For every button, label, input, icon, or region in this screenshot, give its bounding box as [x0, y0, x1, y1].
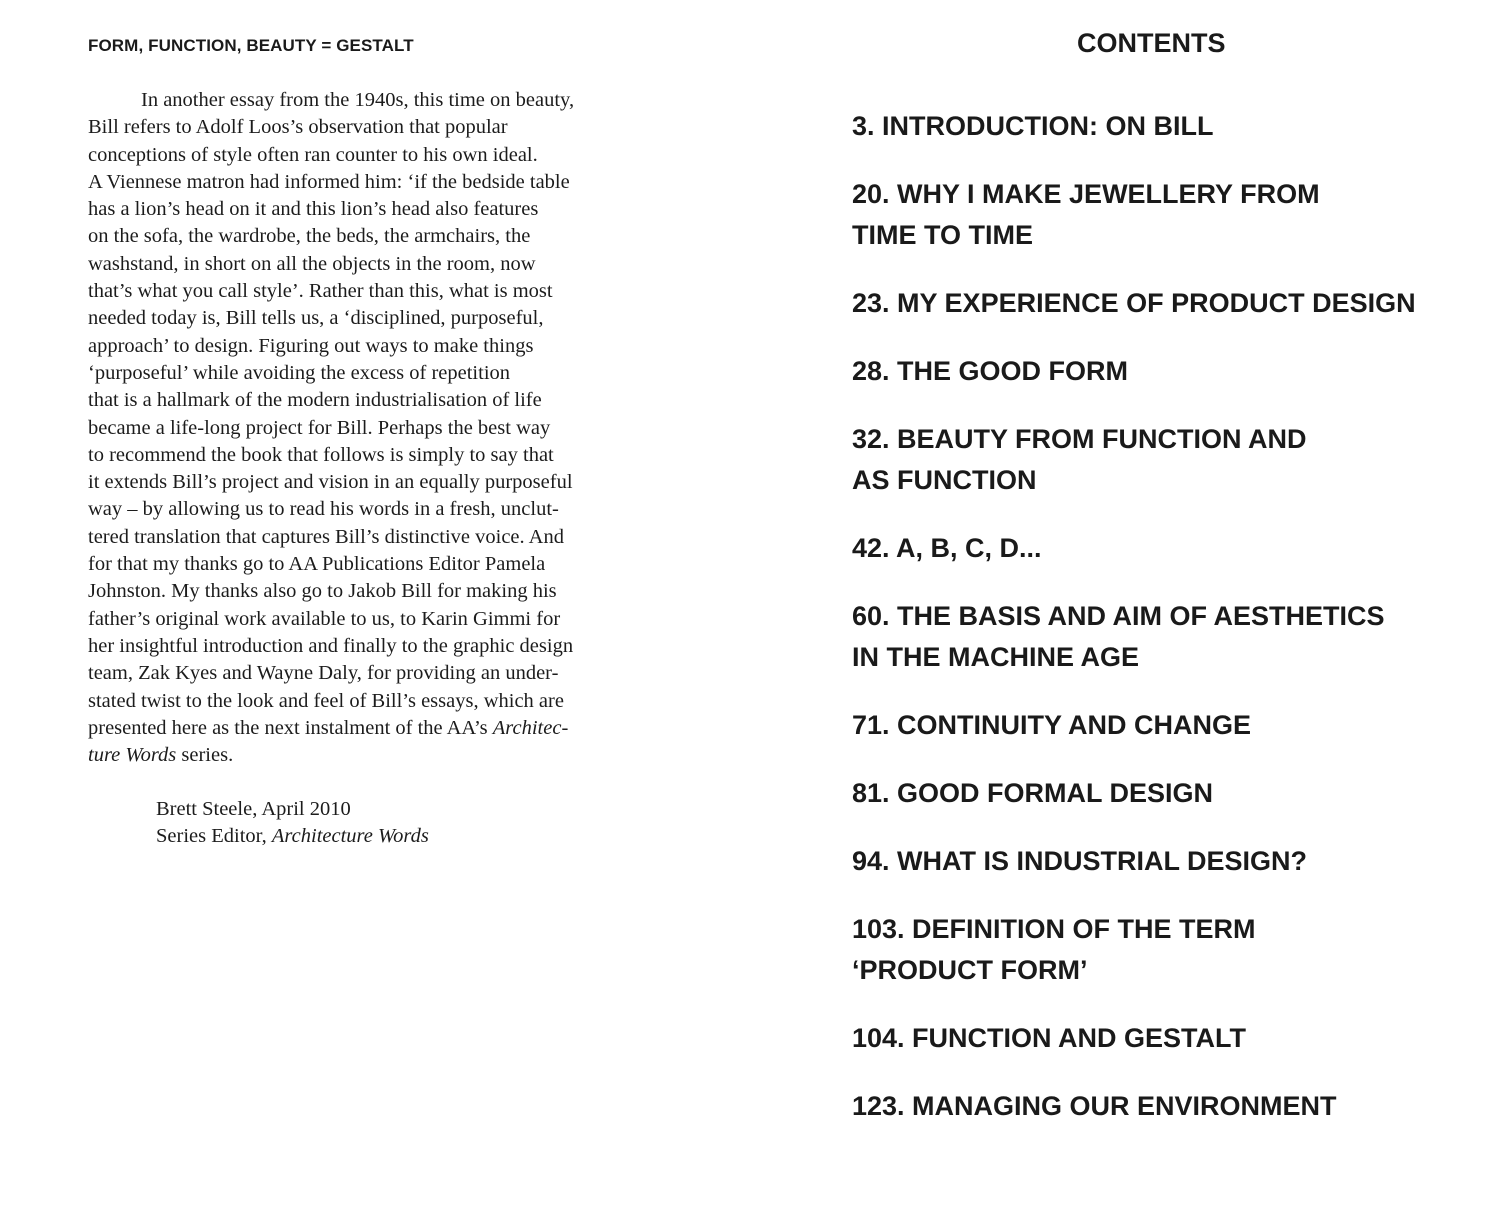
toc-entry-line: 123. MANAGING OUR ENVIRONMENT [852, 1091, 1337, 1121]
toc-entry[interactable] [852, 841, 1472, 882]
series-title-italic: Architecture Words [271, 825, 429, 848]
paragraph-line: it extends Bill’s project and vision in an equally purposeful [88, 471, 573, 494]
toc-entry-line: AS FUNCTION [852, 465, 1037, 495]
toc-entry[interactable] [852, 528, 1472, 569]
paragraph-line: for that my thanks go to AA Publications Editor Pamela [88, 553, 546, 576]
signature-role [156, 823, 429, 850]
toc-entry-line: 28. THE GOOD FORM [852, 356, 1129, 386]
toc-entry[interactable] [852, 596, 1472, 678]
toc-entry-line: 3. INTRODUCTION: ON BILL [852, 111, 1214, 141]
paragraph-line: In another essay from the 1940s, this time on beauty, [141, 89, 575, 111]
paragraph-line: that is a hallmark of the modern industrialisation of life [88, 389, 542, 412]
toc-entry-line: ‘PRODUCT FORM’ [852, 955, 1088, 985]
paragraph-line-final [88, 742, 688, 769]
paragraph-text: presented here as the next instalment of the AA’s [88, 716, 493, 739]
toc-entry[interactable] [852, 705, 1472, 746]
paragraph-line: to recommend the book that follows is simply to say that [88, 443, 554, 466]
paragraph-line: washstand, in short on all the objects in the room, now [88, 252, 536, 275]
paragraph-line: stated twist to the look and feel of Bill’s essays, which are [88, 689, 564, 712]
paragraph-line: became a life-long project for Bill. Perhaps the best way [88, 416, 551, 439]
signature-role-text: Series Editor, [156, 825, 272, 848]
paragraph-line: conceptions of style often ran counter to his own ideal. [88, 143, 538, 166]
toc-entry-line: 60. THE BASIS AND AIM OF AESTHETICS [852, 601, 1385, 631]
toc-entry-line: 81. GOOD FORMAL DESIGN [852, 778, 1214, 808]
toc-entry-line: 23. MY EXPERIENCE OF PRODUCT DESIGN [852, 288, 1416, 318]
toc-entry[interactable] [852, 351, 1472, 392]
toc-entry-line: 42. A, B, C, D... [852, 533, 1042, 563]
table-of-contents [852, 106, 1472, 1154]
series-title-italic: Architec- [492, 716, 569, 739]
signature-block [156, 796, 429, 851]
toc-entry-line: 94. WHAT IS INDUSTRIAL DESIGN? [852, 846, 1308, 876]
paragraph-line: team, Zak Kyes and Wayne Daly, for providing an under- [88, 662, 559, 685]
body-paragraph [88, 87, 688, 769]
paragraph-text: series. [176, 744, 234, 767]
paragraph-line: has a lion’s head on it and this lion’s head also features [88, 198, 539, 221]
toc-entry[interactable] [852, 106, 1472, 147]
paragraph-line: needed today is, Bill tells us, a ‘disciplined, purposeful, [88, 307, 544, 330]
toc-entry[interactable] [852, 773, 1472, 814]
running-head: FORM, FUNCTION, BEAUTY = GESTALT [88, 36, 414, 55]
series-title-italic: ture Words [88, 744, 177, 767]
toc-entry[interactable] [852, 283, 1472, 324]
paragraph-line: her insightful introduction and finally to the graphic design [88, 634, 574, 657]
paragraph-line-series-mention [88, 715, 688, 742]
paragraph-line: on the sofa, the wardrobe, the beds, the armchairs, the [88, 225, 531, 248]
toc-entry-line: 103. DEFINITION OF THE TERM [852, 914, 1256, 944]
signature-name: Brett Steele, April 2010 [156, 798, 351, 820]
paragraph-line: tered translation that captures Bill’s distinctive voice. And [88, 525, 564, 548]
contents-title: CONTENTS [1077, 28, 1226, 58]
paragraph-line: Johnston. My thanks also go to Jakob Bill for making his [88, 580, 557, 603]
paragraph-line: way – by allowing us to read his words in a fresh, unclut- [88, 498, 559, 521]
paragraph-line: approach’ to design. Figuring out ways to make things [88, 334, 534, 357]
toc-entry[interactable] [852, 1086, 1472, 1127]
toc-entry-line: 104. FUNCTION AND GESTALT [852, 1023, 1247, 1053]
toc-entry[interactable] [852, 419, 1472, 501]
paragraph-line: ‘purposeful’ while avoiding the excess of repetition [88, 361, 511, 384]
paragraph-line: A Viennese matron had informed him: ‘if the bedside table [88, 170, 570, 193]
toc-entry-line: IN THE MACHINE AGE [852, 642, 1140, 672]
paragraph-line: that’s what you call style’. Rather than this, what is most [88, 280, 553, 303]
toc-entry-line: 20. WHY I MAKE JEWELLERY FROM [852, 179, 1320, 209]
toc-entry-line: TIME TO TIME [852, 220, 1033, 250]
toc-entry-line: 32. BEAUTY FROM FUNCTION AND [852, 424, 1307, 454]
toc-entry[interactable] [852, 909, 1472, 991]
paragraph-line: Bill refers to Adolf Loos’s observation that popular [88, 116, 508, 139]
toc-entry-line: 71. CONTINUITY AND CHANGE [852, 710, 1252, 740]
toc-entry[interactable] [852, 1018, 1472, 1059]
paragraph-line: father’s original work available to us, to Karin Gimmi for [88, 607, 561, 630]
toc-entry[interactable] [852, 174, 1472, 256]
